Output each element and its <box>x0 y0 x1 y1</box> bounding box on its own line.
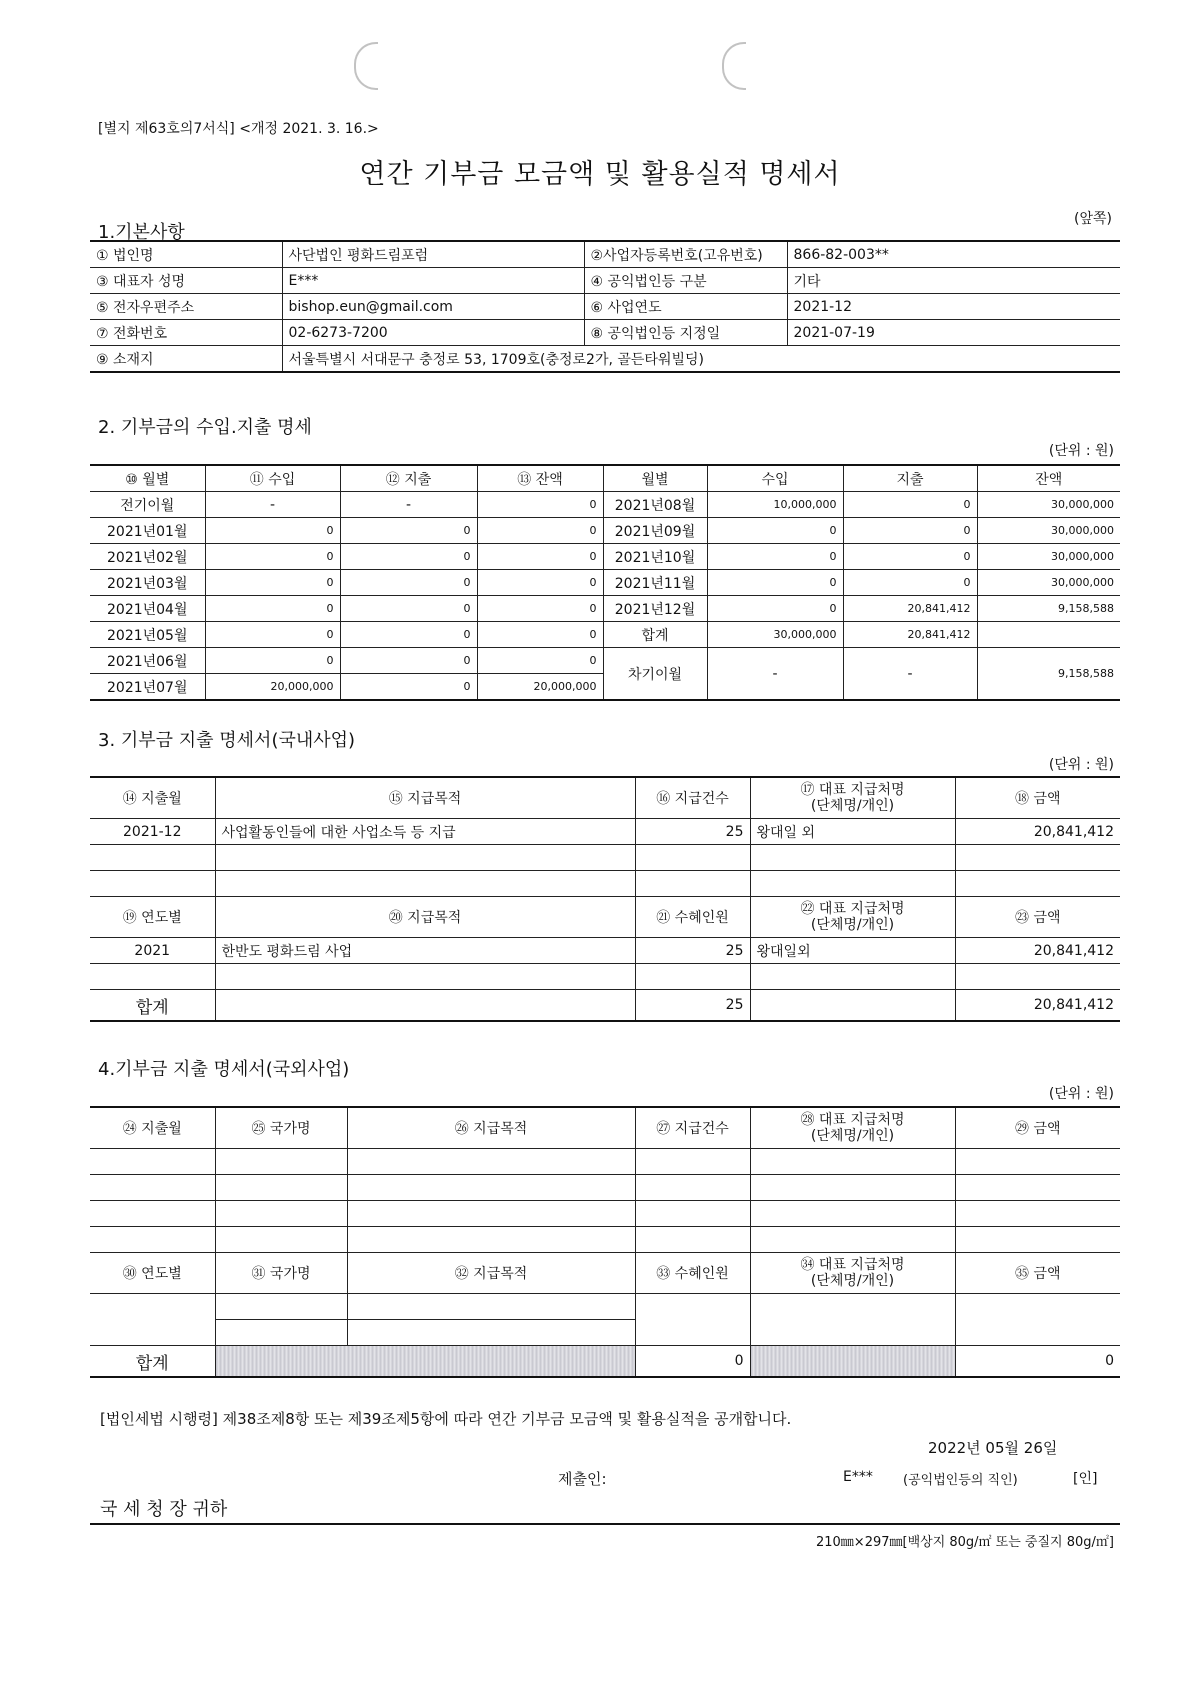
month-cell: 2021년08월 <box>603 492 707 518</box>
field-label: ⑤ 전자우편주소 <box>90 294 282 320</box>
balance-cell: 30,000,000 <box>977 544 1120 570</box>
expense-total: 20,841,412 <box>843 622 977 648</box>
field-value: 2021-07-19 <box>787 320 1120 346</box>
submitter-label: 제출인: <box>558 1470 607 1488</box>
table-header-row <box>90 777 1120 819</box>
column-header: ⑳ 지급목적 <box>215 897 635 938</box>
table-row <box>90 596 1120 622</box>
table-row <box>90 938 1120 964</box>
total-label: 합계 <box>90 990 215 1022</box>
redacted-block <box>750 1346 955 1378</box>
table-row <box>90 492 1120 518</box>
field-value: 기타 <box>787 268 1120 294</box>
column-header: ⑪ 수입 <box>205 465 340 492</box>
balance-cell: 0 <box>477 648 603 674</box>
table-row <box>90 544 1120 570</box>
field-value: 866-82-003** <box>787 241 1120 268</box>
income-cell: 0 <box>205 570 340 596</box>
column-header-line: (단체명/개인) <box>810 1273 895 1289</box>
balance-cell: 0 <box>477 570 603 596</box>
carry-balance: 9,158,588 <box>977 648 1120 701</box>
field-label: ③ 대표자 성명 <box>90 268 282 294</box>
overseas-expense-table <box>90 1106 1120 1378</box>
column-header-line: ㉒ 대표 지급처명 <box>800 901 905 917</box>
income-cell: 0 <box>205 544 340 570</box>
column-header: ⑱ 금액 <box>955 777 1120 819</box>
month-cell: 2021년04월 <box>90 596 205 622</box>
table-row <box>90 648 1120 674</box>
total-label: 합계 <box>90 1346 215 1378</box>
column-header: ㉟ 금액 <box>955 1253 1120 1294</box>
balance-cell: 0 <box>477 544 603 570</box>
expense-cell: 20,841,412 <box>843 596 977 622</box>
section-income-title: 2. 기부금의 수입.지출 명세 <box>98 417 312 438</box>
total-label: 합계 <box>603 622 707 648</box>
month-cell: 2021년10월 <box>603 544 707 570</box>
carry-expense: - <box>843 648 977 701</box>
column-header: 잔액 <box>977 465 1120 492</box>
expense-cell: 0 <box>843 570 977 596</box>
income-cell: 20,000,000 <box>205 674 340 701</box>
field-label: ⑨ 소재지 <box>90 346 282 373</box>
expense-cell: 0 <box>340 518 477 544</box>
page-title: 연간 기부금 모금액 및 활용실적 명세서 <box>359 159 841 190</box>
field-label: ⑧ 공익법인등 지정일 <box>584 320 787 346</box>
year-cell: 2021 <box>90 938 215 964</box>
column-header: ㉑ 수혜인원 <box>635 897 750 938</box>
section-overseas-title: 4.기부금 지출 명세서(국외사업) <box>98 1059 350 1080</box>
expense-cell: 0 <box>340 544 477 570</box>
seal-mark: [인] <box>1073 1471 1098 1487</box>
field-value: 2021-12 <box>787 294 1120 320</box>
month-cell: 2021년07월 <box>90 674 205 701</box>
table-row <box>90 1175 1120 1201</box>
month-cell: 2021년11월 <box>603 570 707 596</box>
submitter-name: E*** <box>843 1469 873 1485</box>
table-row <box>90 241 1120 268</box>
column-header: ⑮ 지급목적 <box>215 777 635 819</box>
income-cell: 0 <box>205 622 340 648</box>
table-row <box>90 622 1120 648</box>
column-header: ⑲ 연도별 <box>90 897 215 938</box>
expense-cell: 0 <box>340 570 477 596</box>
total-count: 0 <box>635 1346 750 1378</box>
balance-cell: 9,158,588 <box>977 596 1120 622</box>
income-cell: 0 <box>205 596 340 622</box>
total-row <box>90 990 1120 1022</box>
field-label: ②사업자등록번호(고유번호) <box>584 241 787 268</box>
income-cell: 0 <box>707 570 843 596</box>
column-header: ㉔ 지출월 <box>90 1107 215 1149</box>
month-cell: 2021년12월 <box>603 596 707 622</box>
column-header: ㉗ 지급건수 <box>635 1107 750 1149</box>
month-cell: 2021년05월 <box>90 622 205 648</box>
income-cell: 0 <box>205 648 340 674</box>
table-row <box>90 346 1120 373</box>
table-header-row <box>90 1107 1120 1149</box>
disclosure-statement: [법인세법 시행령] 제38조제8항 또는 제39조제5항에 따라 연간 기부금 모금액 및 활용실적을 공개합니다. <box>100 1410 792 1428</box>
basic-info-table <box>90 240 1120 373</box>
month-cell: 전기이월 <box>90 492 205 518</box>
expense-cell: 0 <box>843 518 977 544</box>
balance-cell: 0 <box>477 492 603 518</box>
income-cell: 0 <box>707 544 843 570</box>
column-header: ㉖ 지급목적 <box>347 1107 635 1149</box>
column-header-line: ⑰ 대표 지급처명 <box>800 782 905 798</box>
column-header-line: (단체명/개인) <box>810 798 895 814</box>
domestic-expense-table <box>90 776 1120 1022</box>
table-header-row <box>90 897 1120 938</box>
table-header-row <box>90 465 1120 492</box>
expense-cell: 0 <box>843 492 977 518</box>
expense-month: 2021-12 <box>90 819 215 845</box>
balance-total <box>977 622 1120 648</box>
column-header <box>750 1253 955 1294</box>
month-cell: 2021년01월 <box>90 518 205 544</box>
divider <box>90 1523 1120 1525</box>
form-reference: [별지 제63호의7서식] <개정 2021. 3. 16.> <box>98 121 379 137</box>
total-row <box>90 1346 1120 1378</box>
section-domestic-title: 3. 기부금 지출 명세서(국내사업) <box>98 730 356 751</box>
column-header: ⑯ 지급건수 <box>635 777 750 819</box>
punch-hole-mark <box>354 42 378 90</box>
side-note: (앞쪽) <box>1074 211 1112 227</box>
table-header-row <box>90 1253 1120 1294</box>
income-cell: 10,000,000 <box>707 492 843 518</box>
month-cell: 2021년03월 <box>90 570 205 596</box>
column-header-line: (단체명/개인) <box>810 1128 895 1144</box>
table-row <box>90 570 1120 596</box>
table-row <box>90 845 1120 871</box>
balance-cell: 30,000,000 <box>977 492 1120 518</box>
payment-purpose: 한반도 평화드림 사업 <box>215 938 635 964</box>
expense-cell: - <box>340 492 477 518</box>
submission-date: 2022년 05월 26일 <box>928 1439 1058 1457</box>
income-expense-table <box>90 464 1120 701</box>
expense-cell: 0 <box>340 648 477 674</box>
table-row <box>90 1201 1120 1227</box>
balance-cell: 0 <box>477 596 603 622</box>
recipient: 국 세 청 장 귀하 <box>100 1499 228 1520</box>
expense-cell: 0 <box>340 622 477 648</box>
field-label: ① 법인명 <box>90 241 282 268</box>
payee-name: 왕대일 외 <box>750 819 955 845</box>
total-amount: 20,841,412 <box>955 990 1120 1022</box>
column-header: ㉝ 수혜인원 <box>635 1253 750 1294</box>
table-row <box>90 964 1120 990</box>
paper-spec: 210㎜×297㎜[백상지 80g/㎡ 또는 중질지 80g/㎡] <box>815 1535 1114 1550</box>
column-header: ㉜ 지급목적 <box>347 1253 635 1294</box>
balance-cell: 30,000,000 <box>977 570 1120 596</box>
column-header: ㉕ 국가명 <box>215 1107 347 1149</box>
column-header: ⑭ 지출월 <box>90 777 215 819</box>
beneficiary-count: 25 <box>635 938 750 964</box>
month-cell: 2021년06월 <box>90 648 205 674</box>
month-cell: 2021년09월 <box>603 518 707 544</box>
payment-purpose: 사업활동인들에 대한 사업소득 등 지급 <box>215 819 635 845</box>
payee-name: 왕대일외 <box>750 938 955 964</box>
column-header: 지출 <box>843 465 977 492</box>
column-header <box>750 777 955 819</box>
balance-cell: 0 <box>477 622 603 648</box>
total-amount: 0 <box>955 1346 1120 1378</box>
table-row <box>90 518 1120 544</box>
table-row <box>90 1149 1120 1175</box>
column-header: ⑩ 월별 <box>90 465 205 492</box>
month-cell: 2021년02월 <box>90 544 205 570</box>
field-label: ④ 공익법인등 구분 <box>584 268 787 294</box>
table-row <box>90 268 1120 294</box>
field-value: E*** <box>282 268 584 294</box>
unit-label: (단위 : 원) <box>1048 1086 1114 1102</box>
column-header: 수입 <box>707 465 843 492</box>
expense-cell: 0 <box>340 674 477 701</box>
total-count: 25 <box>635 990 750 1022</box>
field-label: ⑦ 전화번호 <box>90 320 282 346</box>
unit-label: (단위 : 원) <box>1048 757 1114 773</box>
column-header: ㉛ 국가명 <box>215 1253 347 1294</box>
column-header: ⑫ 지출 <box>340 465 477 492</box>
balance-cell: 0 <box>477 518 603 544</box>
carry-forward-label: 차기이월 <box>603 648 707 701</box>
income-cell: 0 <box>205 518 340 544</box>
field-value: bishop.eun@gmail.com <box>282 294 584 320</box>
table-row <box>90 1294 1120 1320</box>
income-cell: 0 <box>707 596 843 622</box>
column-header-line: (단체명/개인) <box>810 917 895 933</box>
balance-cell: 20,000,000 <box>477 674 603 701</box>
balance-cell: 30,000,000 <box>977 518 1120 544</box>
table-row <box>90 320 1120 346</box>
amount: 20,841,412 <box>955 938 1120 964</box>
field-value: 02-6273-7200 <box>282 320 584 346</box>
column-header: ㉙ 금액 <box>955 1107 1120 1149</box>
column-header <box>750 897 955 938</box>
column-header: 월별 <box>603 465 707 492</box>
payment-count: 25 <box>635 819 750 845</box>
column-header <box>750 1107 955 1149</box>
column-header-line: ㉞ 대표 지급처명 <box>800 1257 905 1273</box>
table-row <box>90 1227 1120 1253</box>
amount: 20,841,412 <box>955 819 1120 845</box>
column-header: ㉓ 금액 <box>955 897 1120 938</box>
table-row <box>90 294 1120 320</box>
address-value: 서울특별시 서대문구 충정로 53, 1709호(충정로2가, 골든타워빌딩) <box>282 346 1120 373</box>
expense-cell: 0 <box>340 596 477 622</box>
income-total: 30,000,000 <box>707 622 843 648</box>
column-header: ㉚ 연도별 <box>90 1253 215 1294</box>
field-value: 사단법인 평화드림포럼 <box>282 241 584 268</box>
expense-cell: 0 <box>843 544 977 570</box>
column-header-line: ㉘ 대표 지급처명 <box>800 1112 905 1128</box>
unit-label: (단위 : 원) <box>1048 443 1114 459</box>
section-basic-title: 1.기본사항 <box>98 222 185 243</box>
income-cell: - <box>205 492 340 518</box>
table-row <box>90 871 1120 897</box>
table-row <box>90 819 1120 845</box>
punch-hole-mark <box>722 42 746 90</box>
income-cell: 0 <box>707 518 843 544</box>
submitter-note: (공익법인등의 직인) <box>903 1473 1018 1488</box>
field-label: ⑥ 사업연도 <box>584 294 787 320</box>
redacted-block <box>215 1346 635 1378</box>
column-header: ⑬ 잔액 <box>477 465 603 492</box>
carry-income: - <box>707 648 843 701</box>
